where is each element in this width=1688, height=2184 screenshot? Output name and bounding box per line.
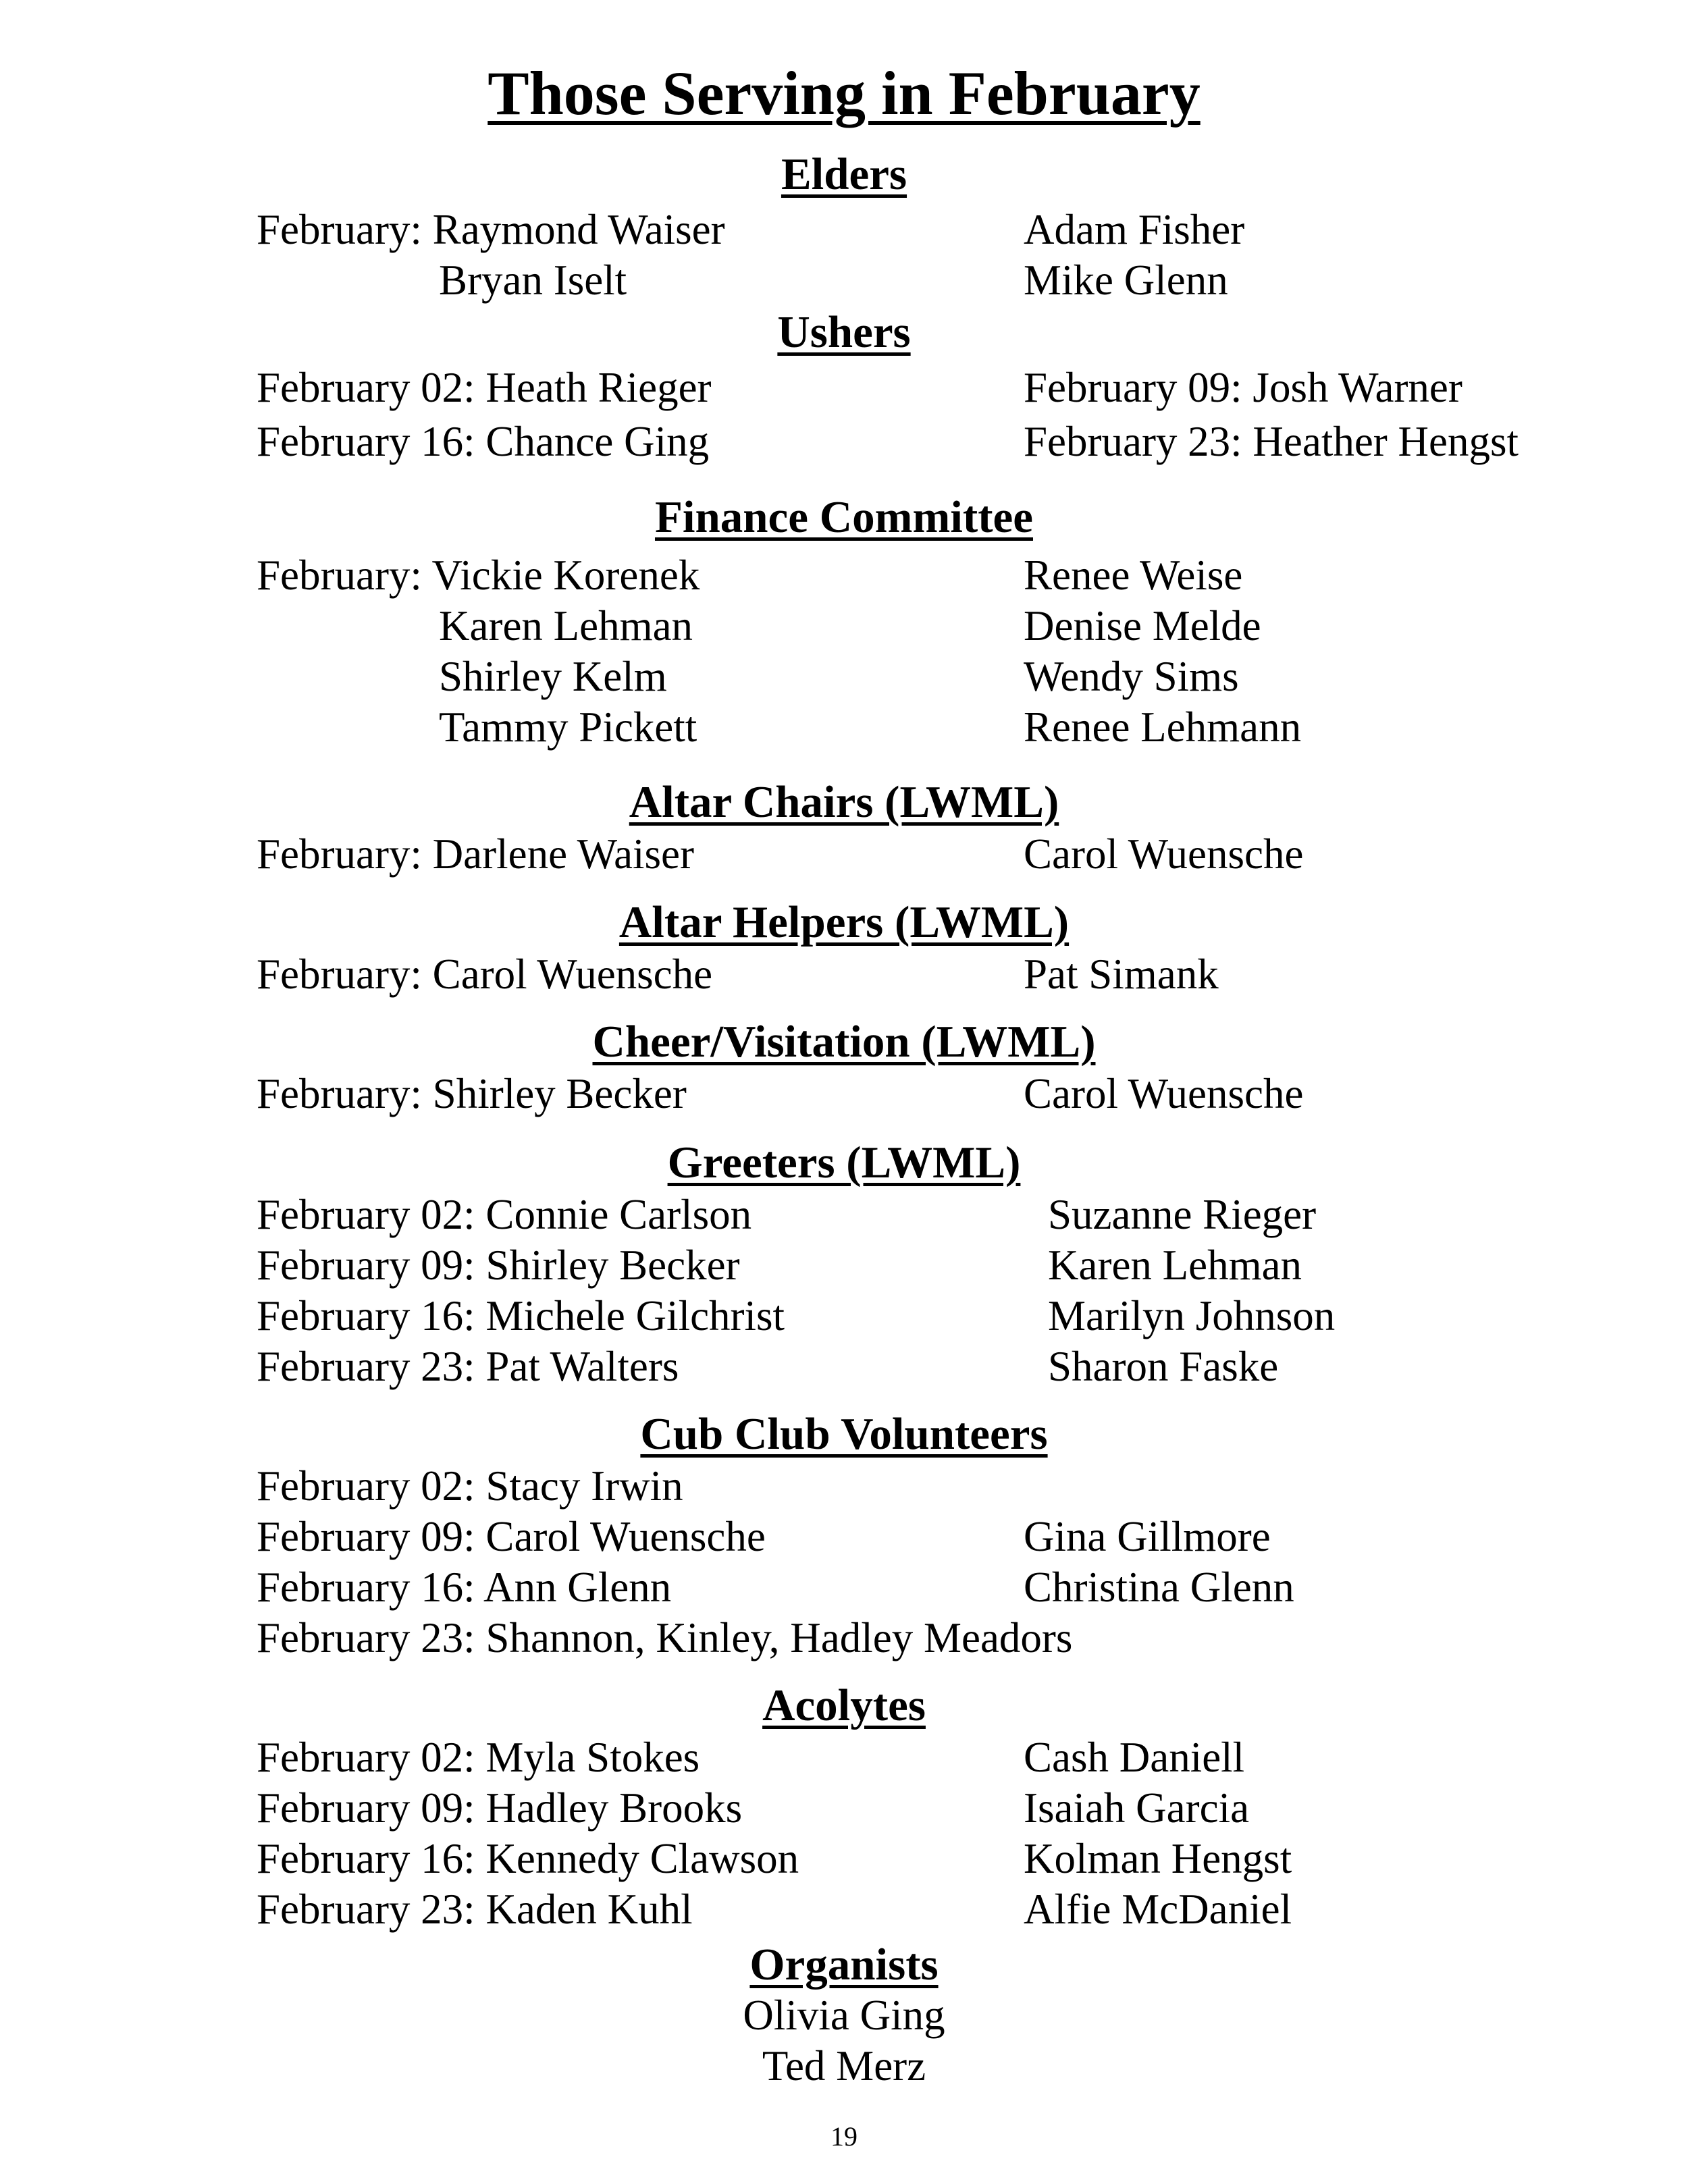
- finance-row-3-right: Wendy Sims: [1024, 653, 1239, 700]
- greeters-row-2-left: February 09: Shirley Becker: [257, 1242, 740, 1289]
- acolytes-row-3-right: Kolman Hengst: [1024, 1835, 1292, 1882]
- finance-row-1-right: Renee Weise: [1024, 552, 1243, 599]
- acolytes-row-4-right: Alfie McDaniel: [1024, 1886, 1292, 1933]
- finance-row-2-right: Denise Melde: [1024, 602, 1261, 649]
- cub-club-row-2-left: February 09: Carol Wuensche: [257, 1513, 766, 1560]
- finance-row-1-left: February: Vickie Korenek: [257, 552, 700, 599]
- cub-club-row-1-left: February 02: Stacy Irwin: [257, 1462, 683, 1510]
- elders-row-2-right: Mike Glenn: [1024, 257, 1228, 304]
- elders-heading: Elders: [781, 149, 907, 199]
- finance-row-4-right: Renee Lehmann: [1024, 703, 1302, 751]
- cheer-row-left: February: Shirley Becker: [257, 1070, 687, 1117]
- finance-row-3-left: Shirley Kelm: [439, 653, 667, 700]
- greeters-row-1-left: February 02: Connie Carlson: [257, 1191, 752, 1238]
- altar-helpers-row-right: Pat Simank: [1024, 951, 1219, 998]
- organist-name-2: Ted Merz: [762, 2042, 926, 2089]
- altar-helpers-heading: Altar Helpers (LWML): [618, 897, 1070, 947]
- ushers-row-2-right: February 23: Heather Hengst: [1024, 418, 1519, 465]
- acolytes-heading: Acolytes: [762, 1680, 926, 1730]
- greeters-heading: Greeters (LWML): [667, 1138, 1021, 1188]
- altar-helpers-row-left: February: Carol Wuensche: [257, 951, 713, 998]
- cheer-heading: Cheer/Visitation (LWML): [592, 1017, 1096, 1067]
- cub-club-heading: Cub Club Volunteers: [640, 1409, 1048, 1459]
- cub-club-row-2-right: Gina Gillmore: [1024, 1513, 1271, 1560]
- acolytes-row-4-left: February 23: Kaden Kuhl: [257, 1886, 693, 1933]
- greeters-row-3-left: February 16: Michele Gilchrist: [257, 1292, 785, 1339]
- elders-row-2-left: Bryan Iselt: [439, 257, 627, 304]
- elders-row-1-left: February: Raymond Waiser: [257, 206, 725, 253]
- altar-chairs-row-right: Carol Wuensche: [1024, 830, 1304, 878]
- acolytes-row-2-left: February 09: Hadley Brooks: [257, 1784, 743, 1832]
- organist-name-1: Olivia Ging: [743, 1992, 945, 2039]
- cub-club-row-4-left: February 23: Shannon, Kinley, Hadley Meadors: [257, 1614, 1073, 1661]
- page-number: 19: [830, 2121, 858, 2152]
- cub-club-row-3-left: February 16: Ann Glenn: [257, 1564, 672, 1611]
- acolytes-row-1-right: Cash Daniell: [1024, 1734, 1245, 1781]
- altar-chairs-heading: Altar Chairs (LWML): [629, 777, 1059, 827]
- acolytes-row-3-left: February 16: Kennedy Clawson: [257, 1835, 799, 1882]
- greeters-row-1-right: Suzanne Rieger: [1048, 1191, 1317, 1238]
- finance-heading: Finance Committee: [654, 492, 1033, 542]
- finance-row-4-left: Tammy Pickett: [439, 703, 697, 751]
- greeters-row-3-right: Marilyn Johnson: [1048, 1292, 1336, 1339]
- ushers-row-1-right: February 09: Josh Warner: [1024, 364, 1462, 411]
- cub-club-row-3-right: Christina Glenn: [1024, 1564, 1294, 1611]
- finance-row-2-left: Karen Lehman: [439, 602, 693, 649]
- greeters-row-4-left: February 23: Pat Walters: [257, 1343, 679, 1390]
- ushers-row-1-left: February 02: Heath Rieger: [257, 364, 712, 411]
- cheer-row-right: Carol Wuensche: [1024, 1070, 1304, 1117]
- ushers-heading: Ushers: [777, 307, 911, 357]
- acolytes-row-2-right: Isaiah Garcia: [1024, 1784, 1250, 1832]
- page-title: Those Serving in February: [487, 59, 1201, 128]
- ushers-row-2-left: February 16: Chance Ging: [257, 418, 710, 465]
- greeters-row-2-right: Karen Lehman: [1048, 1242, 1302, 1289]
- elders-row-1-right: Adam Fisher: [1024, 206, 1245, 253]
- greeters-row-4-right: Sharon Faske: [1048, 1343, 1279, 1390]
- acolytes-row-1-left: February 02: Myla Stokes: [257, 1734, 700, 1781]
- organists-heading: Organists: [749, 1940, 939, 1990]
- altar-chairs-row-left: February: Darlene Waiser: [257, 830, 694, 878]
